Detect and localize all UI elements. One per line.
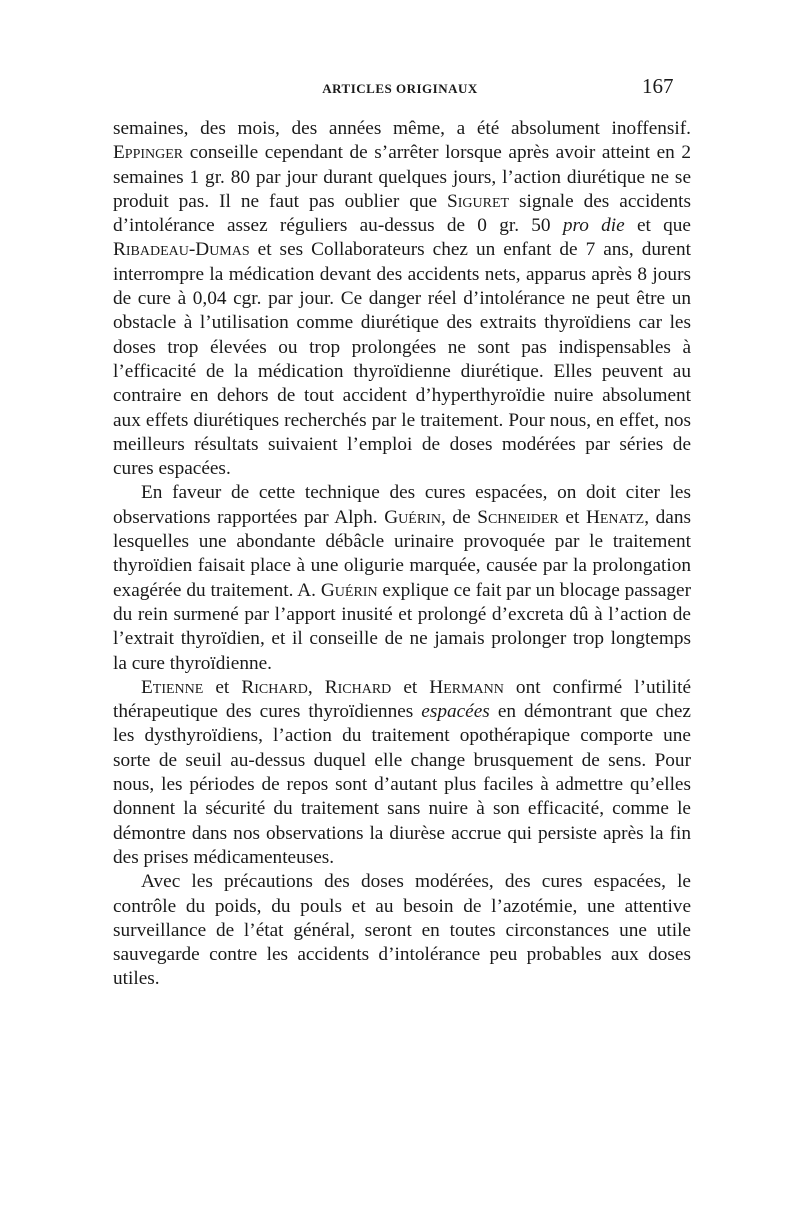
paragraph [113,117,691,481]
text-run: et [391,676,430,698]
text-run: ont confirmé l’utilité thérapeutique des cures thyroïdiennes [113,676,692,723]
author-name: Eppinger [113,142,184,164]
author-name: Henatz [585,506,645,528]
author-name: Hermann [429,676,504,698]
author-name: Ribadeau-Dumas [113,239,250,261]
page-number: 167 [642,74,674,98]
text-run: conseille cependant de s’arrêter lorsque après avoir atteint en 2 semaines 1 gr. 80 par jour durant quelques jours, l’action diurétique ne se produit pas. Il ne faut pas oublier que [113,142,691,212]
body-text [113,117,691,992]
author-name: Guérin [384,506,441,528]
author-name: Richard [241,676,308,698]
text-run: signale des accidents d’intolérance assez réguliers au-dessus de 0 gr. 50 [113,190,692,237]
text-run: et que [624,215,691,237]
author-name: Schneider [477,506,559,528]
text-run: Avec les précautions des doses modérées, des cures espacées, le contrôle du poids, du pouls et au besoin de l’azotémie, une attentive surveillance de l’état général, seront en toutes circonstances une utile sauvegarde contre les accidents d’intolérance peu probables aux doses utiles. [113,871,691,990]
text-run: semaines, des mois, des années même, a été absolument inoffensif. [113,118,691,139]
running-title: ARTICLES ORIGINAUX [322,81,478,96]
emphasis: espacées [421,701,490,723]
author-name: Siguret [447,190,510,212]
paragraph [113,676,691,870]
text-run: En faveur de cette technique des cures espacées, on doit citer les observations rapportées par Alph. [113,482,691,528]
text-run: explique ce fait par un blocage passager du rein surmené par l’apport inusité et prolongé d’excreta dû à l’action de l’extrait thyroïdien, et il conseille de ne jamais prolonger trop longtemps la cure thyroïdienne. [113,579,691,674]
emphasis: pro die [562,215,625,237]
text-run: et [558,506,586,528]
text-run: , dans lesquelles une abondante débâcle urinaire provoquée par le traitement thyroïdien faisait place à une oligurie marquée, causée par la prolongation exagérée du traitement. A. [113,506,691,601]
author-name: Etienne [141,676,204,698]
author-name: Richard [324,676,392,698]
text-run: en démontrant que chez les dysthyroïdiens, l’action du traitement opothérapique comporte une sorte de seuil au-dessus duquel elle change brusquement de sens. Pour nous, les périodes de repos sont d’autant plus faciles à admettre qu’elles donnent la sécurité du traitement sans nuire à son efficacité, comme le démontre dans nos observations la diurèse accrue qui persiste après la fin des prises médicamenteuses. [113,701,691,868]
text-run: et ses Collaborateurs chez un enfant de 7 ans, durent interrompre la médication devant des accidents nets, apparus après 8 jours de cure à 0,04 cgr. par jour. Ce danger réel d’intolérance ne peut être un obstacle à l’utilisation comme diurétique des extraits thyroïdiens car les doses trop élevées ou trop prolongées ne sont pas indispensables à l’efficacité de la médication thyroïdienne diurétique. Elles peuvent au contraire en dehors de tout accident d’hyperthyroïdie nuire absolument aux effets diurétiques recherchés par le traitement. Pour nous, en effet, nos meilleurs résultats suivaient l’emploi de doses modérées par séries de cures espacées. [113,239,691,480]
text-run: , de [440,506,478,528]
author-name: Guérin [320,579,378,601]
running-head [0,74,800,102]
paragraph [113,870,691,991]
text-run: et [203,676,242,698]
text-run: , [307,676,325,698]
paragraph [113,481,691,675]
